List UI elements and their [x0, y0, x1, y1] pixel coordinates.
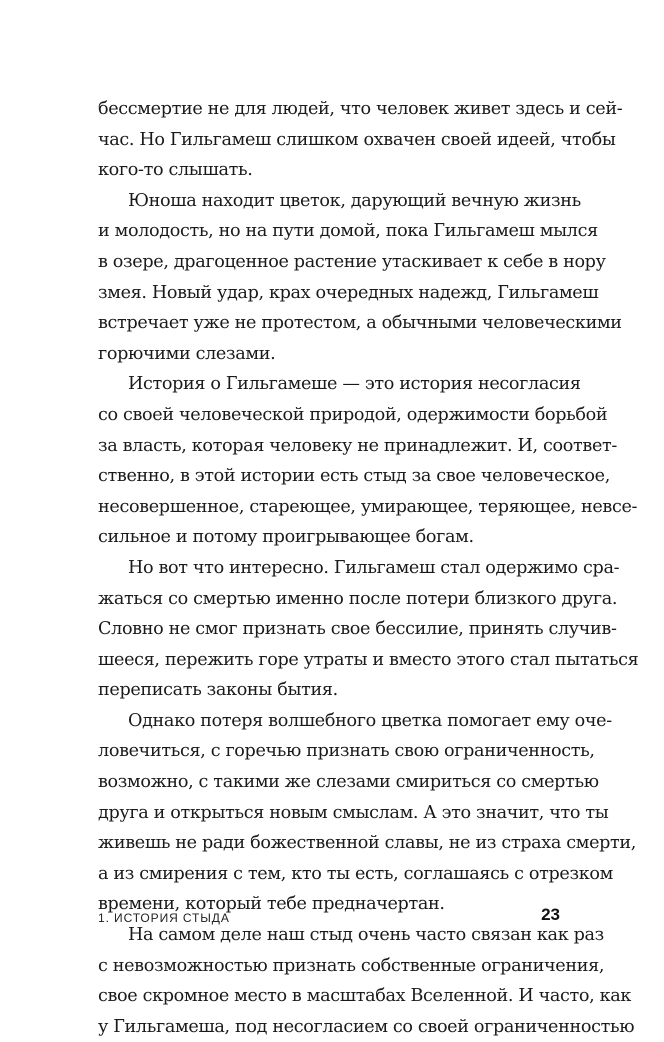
text-line: а из смирения с тем, кто ты есть, соглашаясь с отрезком — [98, 863, 613, 884]
paragraph-1 — [98, 94, 623, 186]
text-line: в озере, драгоценное растение утаскивает к себе в нору — [98, 251, 606, 272]
text-line: ловечиться, с горечью признать свою ограниченность, — [98, 741, 595, 762]
paragraph-5 — [98, 706, 637, 920]
text-line: змея. Новый удар, крах очередных надежд, Гильгамеш — [98, 282, 599, 303]
text-line: с невозможностью признать собственные ограничения, — [98, 955, 605, 976]
text-line: возможно, с такими же слезами смириться со смертью — [98, 772, 599, 793]
paragraph-2 — [98, 186, 622, 370]
paragraph-4 — [98, 553, 639, 706]
paragraph-3 — [98, 369, 638, 553]
text-line: со своей человеческой природой, одержимости борьбой — [98, 404, 608, 425]
text-line: История о Гильгамеше — это история несогласия — [128, 374, 581, 395]
text-line: времени, который тебе предначертан. — [98, 894, 445, 915]
page-number: 23 — [541, 905, 560, 924]
text-line: за власть, которая человеку не принадлежит. И, соответ- — [98, 435, 617, 456]
text-line: Но вот что интересно. Гильгамеш стал одержимо сра- — [128, 557, 620, 578]
text-line: друга и открыться новым смыслам. А это значит, что ты — [98, 802, 609, 823]
text-line: свое скромное место в масштабах Вселенной. И часто, как — [98, 986, 632, 1007]
text-line: Однако потеря волшебного цветка помогает ему оче- — [128, 710, 612, 731]
text-line: Юноша находит цветок, дарующий вечную жизнь — [128, 190, 581, 211]
text-line: шееся, пережить горе утраты и вместо этого стал пытаться — [98, 649, 639, 670]
text-line: кого-то слышать. — [98, 160, 253, 181]
text-line: час. Но Гильгамеш слишком охвачен своей идеей, чтобы — [98, 129, 616, 150]
text-line: ственно, в этой истории есть стыд за свое человеческое, — [98, 466, 610, 487]
text-line: жаться со смертью именно после потери близкого друга. — [98, 588, 618, 609]
text-line: сильное и потому проигрывающее богам. — [98, 527, 474, 548]
text-line: На самом деле наш стыд очень часто связан как раз — [128, 925, 604, 946]
paragraph-6 — [98, 920, 635, 1042]
text-line: встречает уже не протестом, а обычными человеческими — [98, 313, 622, 334]
text-line: несовершенное, стареющее, умирающее, теряющее, невсе- — [98, 496, 638, 517]
text-line: переписать законы бытия. — [98, 680, 338, 701]
text-line: и молодость, но на пути домой, пока Гильгамеш мылся — [98, 221, 598, 242]
text-line: горючими слезами. — [98, 343, 276, 364]
text-line: Словно не смог признать свое бессилие, принять случив- — [98, 619, 617, 640]
running-footer-section: 1. ИСТОРИЯ СТЫДА — [98, 911, 230, 925]
body-text — [98, 94, 639, 1042]
text-line: бессмертие не для людей, что человек живет здесь и сей- — [98, 99, 623, 119]
text-line: у Гильгамеша, под несогласием со своей ограниченностью — [98, 1016, 635, 1037]
text-line: живешь не ради божественной славы, не из страха смерти, — [98, 833, 637, 854]
